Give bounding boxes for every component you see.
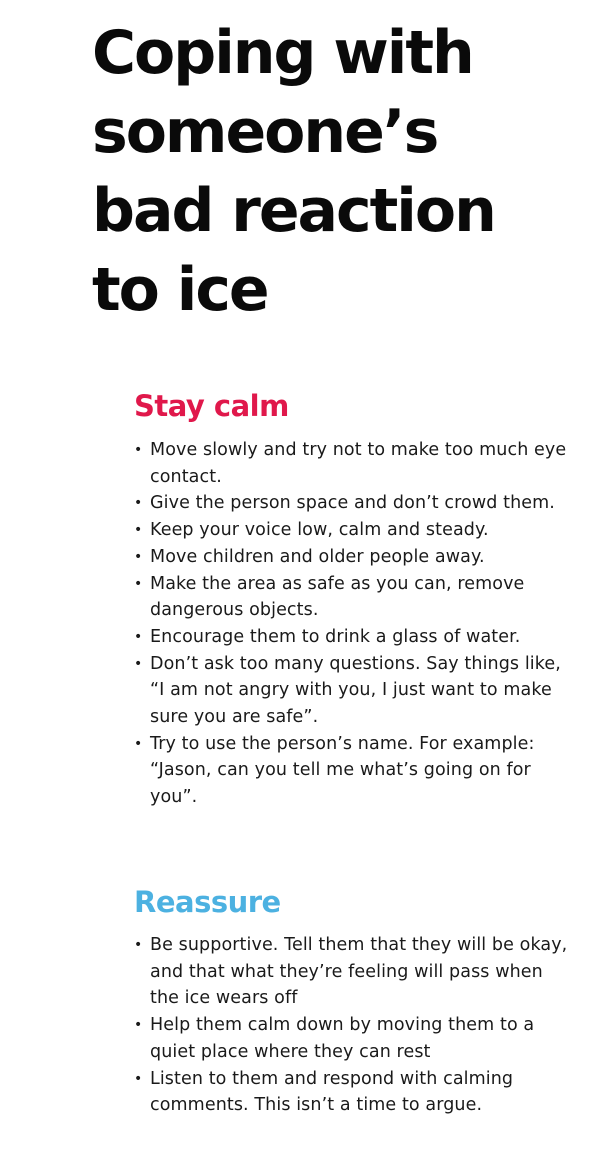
section-reassure	[134, 884, 574, 1119]
section-heading-stay-calm: Stay calm	[134, 389, 289, 423]
list-item-text: Try to use the person’s name. For example: “Jason, can you tell me what’s going on for you”.	[150, 733, 535, 808]
list-item	[134, 490, 574, 517]
list-item	[134, 651, 574, 731]
list-item-text: Encourage them to drink a glass of water.	[150, 626, 521, 647]
bullet-icon: •	[134, 1070, 143, 1087]
list-item-text: Give the person space and don’t crowd them.	[150, 493, 555, 514]
bullet-icon: •	[134, 628, 143, 645]
bullet-icon: •	[134, 495, 143, 512]
list-item-text: Move slowly and try not to make too much eye contact.	[150, 440, 567, 487]
list-item	[134, 624, 574, 651]
list-item-text: Make the area as safe as you can, remove dangerous objects.	[150, 573, 525, 621]
title-line: to ice	[92, 255, 268, 325]
list-item	[134, 517, 574, 544]
bullet-icon: •	[134, 575, 143, 592]
stay-calm-list	[134, 437, 574, 811]
list-item	[134, 437, 574, 490]
bullet-icon: •	[134, 735, 143, 752]
list-item-text: Move children and older people away.	[150, 546, 485, 567]
title-line: someone’s	[92, 97, 438, 167]
list-item-text: Keep your voice low, calm and steady.	[150, 520, 489, 541]
list-item-text: Be supportive. Tell them that they will be okay, and that what they’re feeling will pass when the ice wears off	[150, 935, 568, 1009]
list-item	[134, 571, 574, 624]
bullet-icon: •	[134, 937, 143, 953]
bullet-icon: •	[134, 442, 143, 458]
list-item	[134, 731, 574, 811]
list-item-text: Listen to them and respond with calming comments. This isn’t a time to argue.	[150, 1068, 514, 1116]
bullet-icon: •	[134, 655, 143, 672]
list-item-text: Help them calm down by moving them to a quiet place where they can rest	[150, 1015, 535, 1062]
list-item	[134, 932, 574, 1012]
bullet-icon: •	[134, 1017, 143, 1034]
list-item-text: Don’t ask too many questions. Say things like, “I am not angry with you, I just want to make sure you are safe”.	[150, 653, 561, 728]
section-stay-calm	[134, 388, 574, 811]
list-item	[134, 1066, 574, 1119]
list-item	[134, 544, 574, 571]
title-line: Coping with	[92, 18, 473, 88]
page-title	[92, 14, 592, 330]
bullet-icon: •	[134, 522, 143, 539]
list-item	[134, 1012, 574, 1065]
title-line: bad reaction	[92, 176, 495, 246]
section-heading-reassure: Reassure	[134, 885, 281, 919]
bullet-icon: •	[134, 548, 143, 565]
reassure-list	[134, 932, 574, 1119]
